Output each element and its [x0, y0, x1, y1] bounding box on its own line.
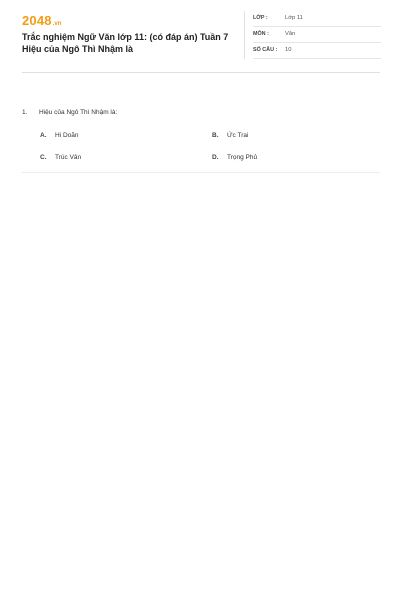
question-1	[22, 108, 380, 118]
header-divider	[22, 72, 380, 73]
meta-divider	[244, 11, 245, 59]
question-number: 1.	[22, 109, 28, 116]
option-d[interactable]	[212, 153, 382, 163]
meta-label: LỚP :	[253, 15, 268, 21]
site-logo[interactable]	[22, 13, 61, 27]
meta-value: Lớp 11	[285, 15, 303, 21]
option-text: Trọng Phủ	[227, 154, 258, 161]
option-text: Hi Doãn	[55, 132, 79, 139]
option-letter: B.	[212, 132, 219, 139]
option-a[interactable]	[40, 131, 200, 141]
option-letter: C.	[40, 154, 47, 161]
option-letter: A.	[40, 132, 47, 139]
meta-value: Văn	[285, 31, 296, 37]
option-text: Trúc Vân	[55, 154, 82, 161]
question-divider	[22, 172, 380, 173]
option-b[interactable]	[212, 131, 382, 141]
meta-value: 10	[285, 47, 292, 53]
meta-row-subject	[253, 28, 381, 43]
meta-label: MÔN :	[253, 31, 269, 37]
meta-label: SỐ CÂU :	[253, 47, 278, 53]
page-header	[0, 0, 400, 78]
option-letter: D.	[212, 154, 219, 161]
logo-domain: .vn	[52, 21, 62, 27]
meta-row-count	[253, 44, 381, 59]
question-text: Hiệu của Ngô Thì Nhậm là:	[39, 109, 118, 116]
option-c[interactable]	[40, 153, 200, 163]
page-title: Trắc nghiệm Ngữ Văn lớp 11: (có đáp án) Tuần 7 Hiệu của Ngô Thì Nhậm là	[22, 32, 229, 54]
meta-row-class	[253, 12, 381, 27]
option-text: Ức Trai	[227, 132, 249, 139]
logo-text: 2048	[22, 13, 52, 28]
